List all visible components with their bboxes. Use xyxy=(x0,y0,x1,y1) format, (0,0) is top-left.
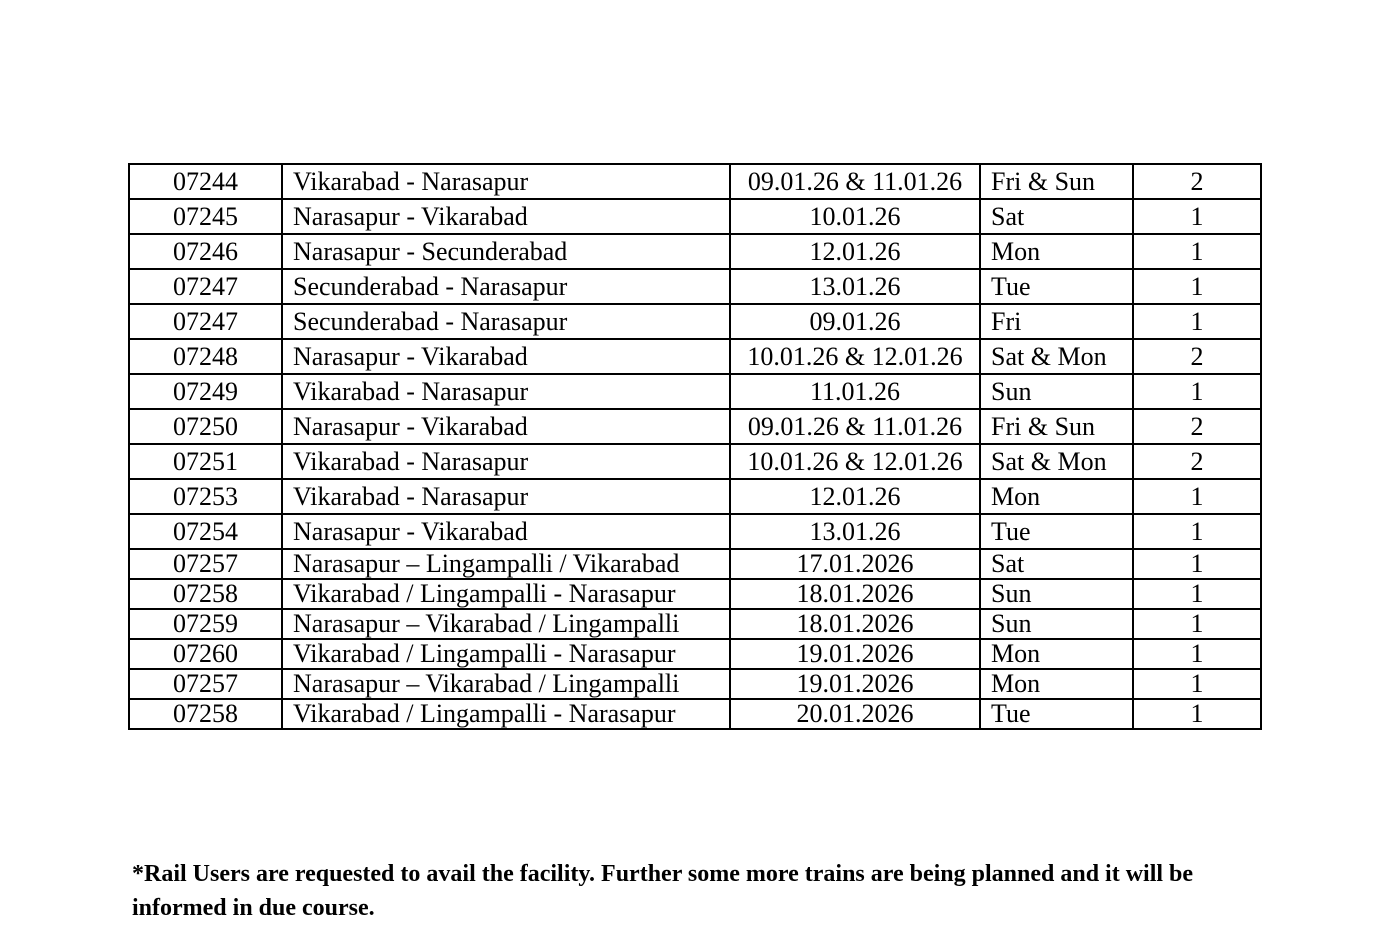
services-count-cell: 1 xyxy=(1133,304,1261,339)
route-cell: Vikarabad - Narasapur xyxy=(282,479,730,514)
services-count-cell: 2 xyxy=(1133,164,1261,199)
table-row xyxy=(129,199,1261,234)
table-row xyxy=(129,374,1261,409)
services-count-cell: 1 xyxy=(1133,579,1261,609)
services-count-cell: 1 xyxy=(1133,639,1261,669)
train-number-cell: 07260 xyxy=(129,639,282,669)
route-cell: Vikarabad - Narasapur xyxy=(282,374,730,409)
route-cell: Vikarabad - Narasapur xyxy=(282,444,730,479)
route-cell: Narasapur - Vikarabad xyxy=(282,339,730,374)
services-count-cell: 1 xyxy=(1133,514,1261,549)
days-cell: Sun xyxy=(980,609,1133,639)
train-number-cell: 07258 xyxy=(129,699,282,729)
days-cell: Tue xyxy=(980,514,1133,549)
table-row xyxy=(129,164,1261,199)
route-cell: Narasapur - Vikarabad xyxy=(282,409,730,444)
days-cell: Fri & Sun xyxy=(980,409,1133,444)
route-cell: Narasapur – Vikarabad / Lingampalli xyxy=(282,609,730,639)
dates-cell: 10.01.26 & 12.01.26 xyxy=(730,444,980,479)
dates-cell: 18.01.2026 xyxy=(730,579,980,609)
train-number-cell: 07250 xyxy=(129,409,282,444)
train-number-cell: 07254 xyxy=(129,514,282,549)
table-row xyxy=(129,269,1261,304)
table-row xyxy=(129,339,1261,374)
footnote-text: *Rail Users are requested to avail the facility. Further some more trains are being planned and it will be informed in due course. xyxy=(132,861,1194,921)
days-cell: Tue xyxy=(980,269,1133,304)
days-cell: Mon xyxy=(980,669,1133,699)
days-cell: Fri & Sun xyxy=(980,164,1133,199)
services-count-cell: 1 xyxy=(1133,549,1261,579)
train-number-cell: 07249 xyxy=(129,374,282,409)
table-row xyxy=(129,609,1261,639)
train-number-cell: 07247 xyxy=(129,269,282,304)
table-row xyxy=(129,639,1261,669)
days-cell: Sat xyxy=(980,199,1133,234)
services-count-cell: 1 xyxy=(1133,199,1261,234)
dates-cell: 10.01.26 & 12.01.26 xyxy=(730,339,980,374)
dates-cell: 19.01.2026 xyxy=(730,639,980,669)
services-count-cell: 2 xyxy=(1133,339,1261,374)
table-row xyxy=(129,234,1261,269)
table-row xyxy=(129,549,1261,579)
dates-cell: 18.01.2026 xyxy=(730,609,980,639)
special-trains-table xyxy=(128,163,1262,730)
days-cell: Mon xyxy=(980,639,1133,669)
dates-cell: 13.01.26 xyxy=(730,269,980,304)
train-number-cell: 07257 xyxy=(129,549,282,579)
train-number-cell: 07248 xyxy=(129,339,282,374)
route-cell: Narasapur - Secunderabad xyxy=(282,234,730,269)
table-row xyxy=(129,304,1261,339)
train-number-cell: 07247 xyxy=(129,304,282,339)
days-cell: Sat & Mon xyxy=(980,444,1133,479)
days-cell: Sat xyxy=(980,549,1133,579)
days-cell: Sun xyxy=(980,374,1133,409)
dates-cell: 17.01.2026 xyxy=(730,549,980,579)
dates-cell: 09.01.26 & 11.01.26 xyxy=(730,164,980,199)
days-cell: Mon xyxy=(980,234,1133,269)
days-cell: Tue xyxy=(980,699,1133,729)
train-number-cell: 07244 xyxy=(129,164,282,199)
train-number-cell: 07246 xyxy=(129,234,282,269)
days-cell: Fri xyxy=(980,304,1133,339)
train-number-cell: 07251 xyxy=(129,444,282,479)
route-cell: Narasapur - Vikarabad xyxy=(282,514,730,549)
train-number-cell: 07257 xyxy=(129,669,282,699)
train-number-cell: 07259 xyxy=(129,609,282,639)
services-count-cell: 1 xyxy=(1133,699,1261,729)
table-row xyxy=(129,579,1261,609)
dates-cell: 12.01.26 xyxy=(730,479,980,514)
route-cell: Vikarabad / Lingampalli - Narasapur xyxy=(282,579,730,609)
table-row xyxy=(129,514,1261,549)
table-row xyxy=(129,479,1261,514)
route-cell: Secunderabad - Narasapur xyxy=(282,269,730,304)
table-row xyxy=(129,409,1261,444)
table-row xyxy=(129,444,1261,479)
table-body xyxy=(129,164,1261,729)
route-cell: Secunderabad - Narasapur xyxy=(282,304,730,339)
days-cell: Mon xyxy=(980,479,1133,514)
services-count-cell: 1 xyxy=(1133,234,1261,269)
services-count-cell: 1 xyxy=(1133,374,1261,409)
days-cell: Sun xyxy=(980,579,1133,609)
dates-cell: 11.01.26 xyxy=(730,374,980,409)
route-cell: Narasapur – Lingampalli / Vikarabad xyxy=(282,549,730,579)
dates-cell: 20.01.2026 xyxy=(730,699,980,729)
train-number-cell: 07258 xyxy=(129,579,282,609)
train-number-cell: 07245 xyxy=(129,199,282,234)
route-cell: Narasapur - Vikarabad xyxy=(282,199,730,234)
table-row xyxy=(129,699,1261,729)
route-cell: Narasapur – Vikarabad / Lingampalli xyxy=(282,669,730,699)
route-cell: Vikarabad / Lingampalli - Narasapur xyxy=(282,699,730,729)
services-count-cell: 1 xyxy=(1133,669,1261,699)
services-count-cell: 2 xyxy=(1133,409,1261,444)
route-cell: Vikarabad - Narasapur xyxy=(282,164,730,199)
services-count-cell: 1 xyxy=(1133,479,1261,514)
table-row xyxy=(129,669,1261,699)
dates-cell: 09.01.26 xyxy=(730,304,980,339)
dates-cell: 19.01.2026 xyxy=(730,669,980,699)
train-number-cell: 07253 xyxy=(129,479,282,514)
days-cell: Sat & Mon xyxy=(980,339,1133,374)
dates-cell: 12.01.26 xyxy=(730,234,980,269)
services-count-cell: 2 xyxy=(1133,444,1261,479)
services-count-cell: 1 xyxy=(1133,609,1261,639)
services-count-cell: 1 xyxy=(1133,269,1261,304)
dates-cell: 10.01.26 xyxy=(730,199,980,234)
dates-cell: 09.01.26 & 11.01.26 xyxy=(730,409,980,444)
route-cell: Vikarabad / Lingampalli - Narasapur xyxy=(282,639,730,669)
dates-cell: 13.01.26 xyxy=(730,514,980,549)
